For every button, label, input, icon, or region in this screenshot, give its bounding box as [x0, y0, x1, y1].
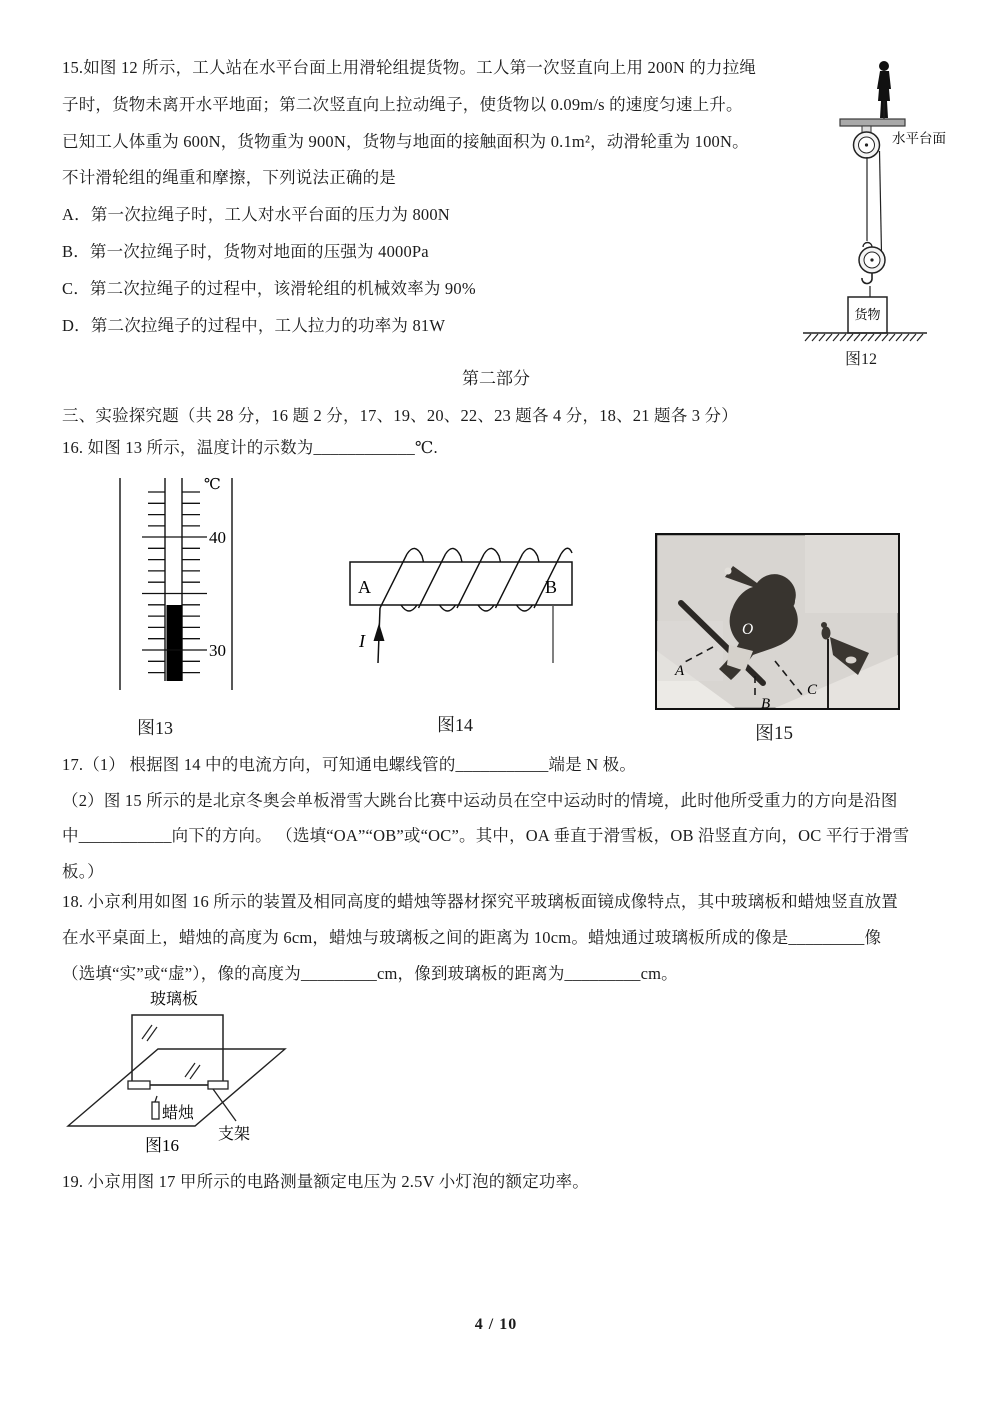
- q15-line: 子时，货物未离开水平地面；第二次竖直向上拉动绳子，使货物以 0.09m/s 的速度匀速上升。: [62, 94, 743, 114]
- q17-line: 板。）: [62, 861, 104, 881]
- q15-line: 已知工人体重为 600N，货物重为 900N，货物与地面的接触面积为 0.1m²，动滑轮重为 100N。: [62, 131, 749, 151]
- celsius-unit-label: ℃: [204, 477, 221, 493]
- q18-line: 18. 小京利用如图 16 所示的装置及相同高度的蜡烛等器材探究平玻璃板面镜成像特点，其中玻璃板和蜡烛竖直放置: [62, 892, 898, 911]
- page-number: 4 / 10: [474, 1316, 518, 1333]
- figure-15-snowboarder-photo: [655, 533, 900, 710]
- q17-line: （2）图 15 所示的是北京冬奥会单板滑雪大跳台比赛中运动员在空中运动时的情境，此时他所受重力的方向是沿图: [62, 790, 898, 810]
- q17-line: 中___________向下的方向。 （选填“OA”“OB”或“OC”。其中，OA 垂直于滑雪板，OB 沿竖直方向，OC 平行于滑雪: [62, 826, 910, 845]
- point-o-label: O: [742, 621, 754, 638]
- figure-12-caption: 图12: [845, 351, 878, 368]
- part2-title: 第二部分: [462, 369, 530, 388]
- current-lead-left: [374, 608, 385, 663]
- q15-option-a: A．第一次拉绳子时，工人对水平台面的压力为 800N: [62, 205, 450, 225]
- glass-plate: [132, 1015, 223, 1085]
- load-hook: [862, 273, 872, 284]
- question-16: 16. 如图 13 所示，温度计的示数为____________℃.: [62, 438, 438, 457]
- q17-line: 17.（1） 根据图 14 中的电流方向，可知通电螺线管的___________端是 N 极。: [62, 755, 637, 774]
- q18-line: （选填“实”或“虚”），像的高度为_________cm，像到玻璃板的距离为_________cm。: [62, 964, 678, 983]
- current-label: I: [359, 631, 365, 651]
- mercury-column: [167, 605, 183, 681]
- q15-line: 不计滑轮组的绳重和摩擦，下列说法正确的是: [62, 168, 396, 188]
- figure-16-caption: 图16: [145, 1136, 179, 1155]
- stand-label: 支架: [218, 1126, 251, 1143]
- end-a-label: A: [358, 577, 371, 597]
- end-b-label: B: [545, 577, 558, 597]
- section-heading: 三、实验探究题（共 28 分，16 题 2 分，17、19、20、22、23 题各 4 分，18、21 题各 3 分）: [62, 406, 738, 425]
- point-c-label: C: [807, 682, 818, 698]
- question-19: 19. 小京用图 17 甲所示的电路测量额定电压为 2.5V 小灯泡的额定功率。: [62, 1172, 589, 1191]
- platform-label: 水平台面: [892, 131, 946, 146]
- q15-option-c: C．第二次拉绳子的过程中，该滑轮组的机械效率为 90%: [62, 278, 476, 298]
- figure-15-caption: 图15: [755, 723, 794, 744]
- figure-13-caption: 图13: [137, 718, 173, 738]
- platform: [840, 119, 905, 126]
- figure-12-pulley-diagram: [795, 55, 990, 370]
- figure-14-caption: 图14: [437, 715, 473, 735]
- figure-16-glass-plate-setup: [58, 985, 368, 1160]
- current-arrow: [374, 623, 385, 641]
- glass-hatch-marks: [142, 1025, 200, 1079]
- tick-label-40: 40: [209, 528, 226, 547]
- candle: [152, 1096, 159, 1119]
- ground: [803, 333, 927, 341]
- load-label: 货物: [854, 307, 881, 322]
- point-a-label: A: [675, 663, 685, 679]
- movable-pulley: [859, 247, 885, 273]
- question-15: [62, 50, 756, 344]
- point-b-label: B: [761, 696, 771, 710]
- q18-line: 在水平桌面上，蜡烛的高度为 6cm，蜡烛与玻璃板之间的距离为 10cm。蜡烛通过玻璃板所成的像是_________像: [62, 928, 882, 947]
- support-left: [128, 1081, 150, 1089]
- figure-14-solenoid: [345, 540, 580, 670]
- tick-label-30: 30: [209, 641, 226, 660]
- q15-option-b: B．第一次拉绳子时，货物对地面的压强为 4000Pa: [62, 241, 429, 261]
- figure-13-thermometer: [112, 462, 237, 697]
- glass-plate-label: 玻璃板: [150, 991, 199, 1008]
- rope-strand-right: [880, 151, 882, 253]
- question-17: [62, 747, 909, 889]
- question-18: [62, 884, 898, 992]
- support-right: [208, 1081, 228, 1089]
- q15-option-d: D．第二次拉绳子的过程中，工人拉力的功率为 81W: [62, 315, 446, 335]
- candle-label: 蜡烛: [162, 1105, 195, 1122]
- q15-line: 15.如图 12 所示，工人站在水平台面上用滑轮组提货物。工人第一次竖直向上用 200N 的力拉绳: [62, 58, 757, 77]
- fixed-pulley: [854, 126, 880, 158]
